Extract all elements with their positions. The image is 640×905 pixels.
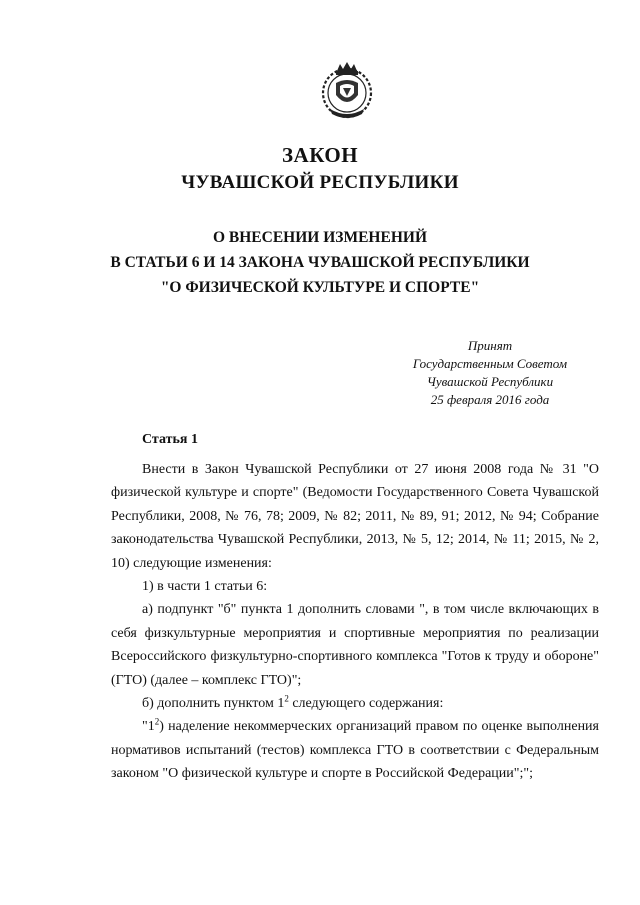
paragraph-subitem-a: а) подпункт "б" пункта 1 дополнить словами ", в том числе включающих в себя физкультурные мероприятия и спортивные мероприятия по реализации Всероссийского физкультурно-спортивного комплекса "Готов к труду и обороне" (ГТО) (далее – комплекс ГТО)";: [111, 602, 599, 688]
paragraph-part-1: 1) в части 1 статьи 6:: [142, 579, 268, 595]
document-subtitle: ЧУВАШСКОЙ РЕСПУБЛИКИ: [181, 172, 459, 193]
document-title: ЗАКОН: [281, 143, 359, 167]
adoption-block: [405, 337, 575, 409]
adoption-body: Государственным Советом: [412, 356, 568, 371]
article-body: [111, 458, 599, 786]
adoption-label: Принят: [467, 338, 513, 353]
law-name-line-2: В СТАТЬИ 6 И 14 ЗАКОНА ЧУВАШСКОЙ РЕСПУБЛИКИ: [110, 254, 530, 271]
law-name-line-3: "О ФИЗИЧЕСКОЙ КУЛЬТУРЕ И СПОРТЕ": [160, 279, 480, 296]
coat-of-arms-emblem: [316, 59, 378, 123]
paragraph-subitem-b: б) дополнить пунктом $1^2$ следующего содержания:: [142, 693, 444, 712]
paragraph-amendment-intro: Внести в Закон Чувашской Республики от 27 июня 2008 года № 31 "О физической культуре и спорте" (Ведомости Государственного Совета Чувашской Республики, 2008, № 76, 78; 2009, № 82; 2011, № 89, 91; 2012, № 94; Собрание законодательства Чувашской Республики, 2013, № 5, 12; 2014, № 11; 2015, № 2, 10) следующие изменения:: [111, 462, 599, 571]
law-name-line-1: О ВНЕСЕНИИ ИЗМЕНЕНИЙ: [212, 229, 427, 246]
paragraph-new-point: "$1^2$) наделение некоммерческих организаций правом по оценке выполнения нормативов испытаний (тестов) комплекса ГТО в соответствии с Федеральным законом "О физической культуре и спорте в Российской Федерации";";: [111, 716, 599, 782]
adoption-date: 25 февраля 2016 года: [430, 392, 550, 407]
adoption-republic: Чувашской Республики: [426, 374, 554, 389]
article-heading: Статья 1: [142, 432, 198, 447]
